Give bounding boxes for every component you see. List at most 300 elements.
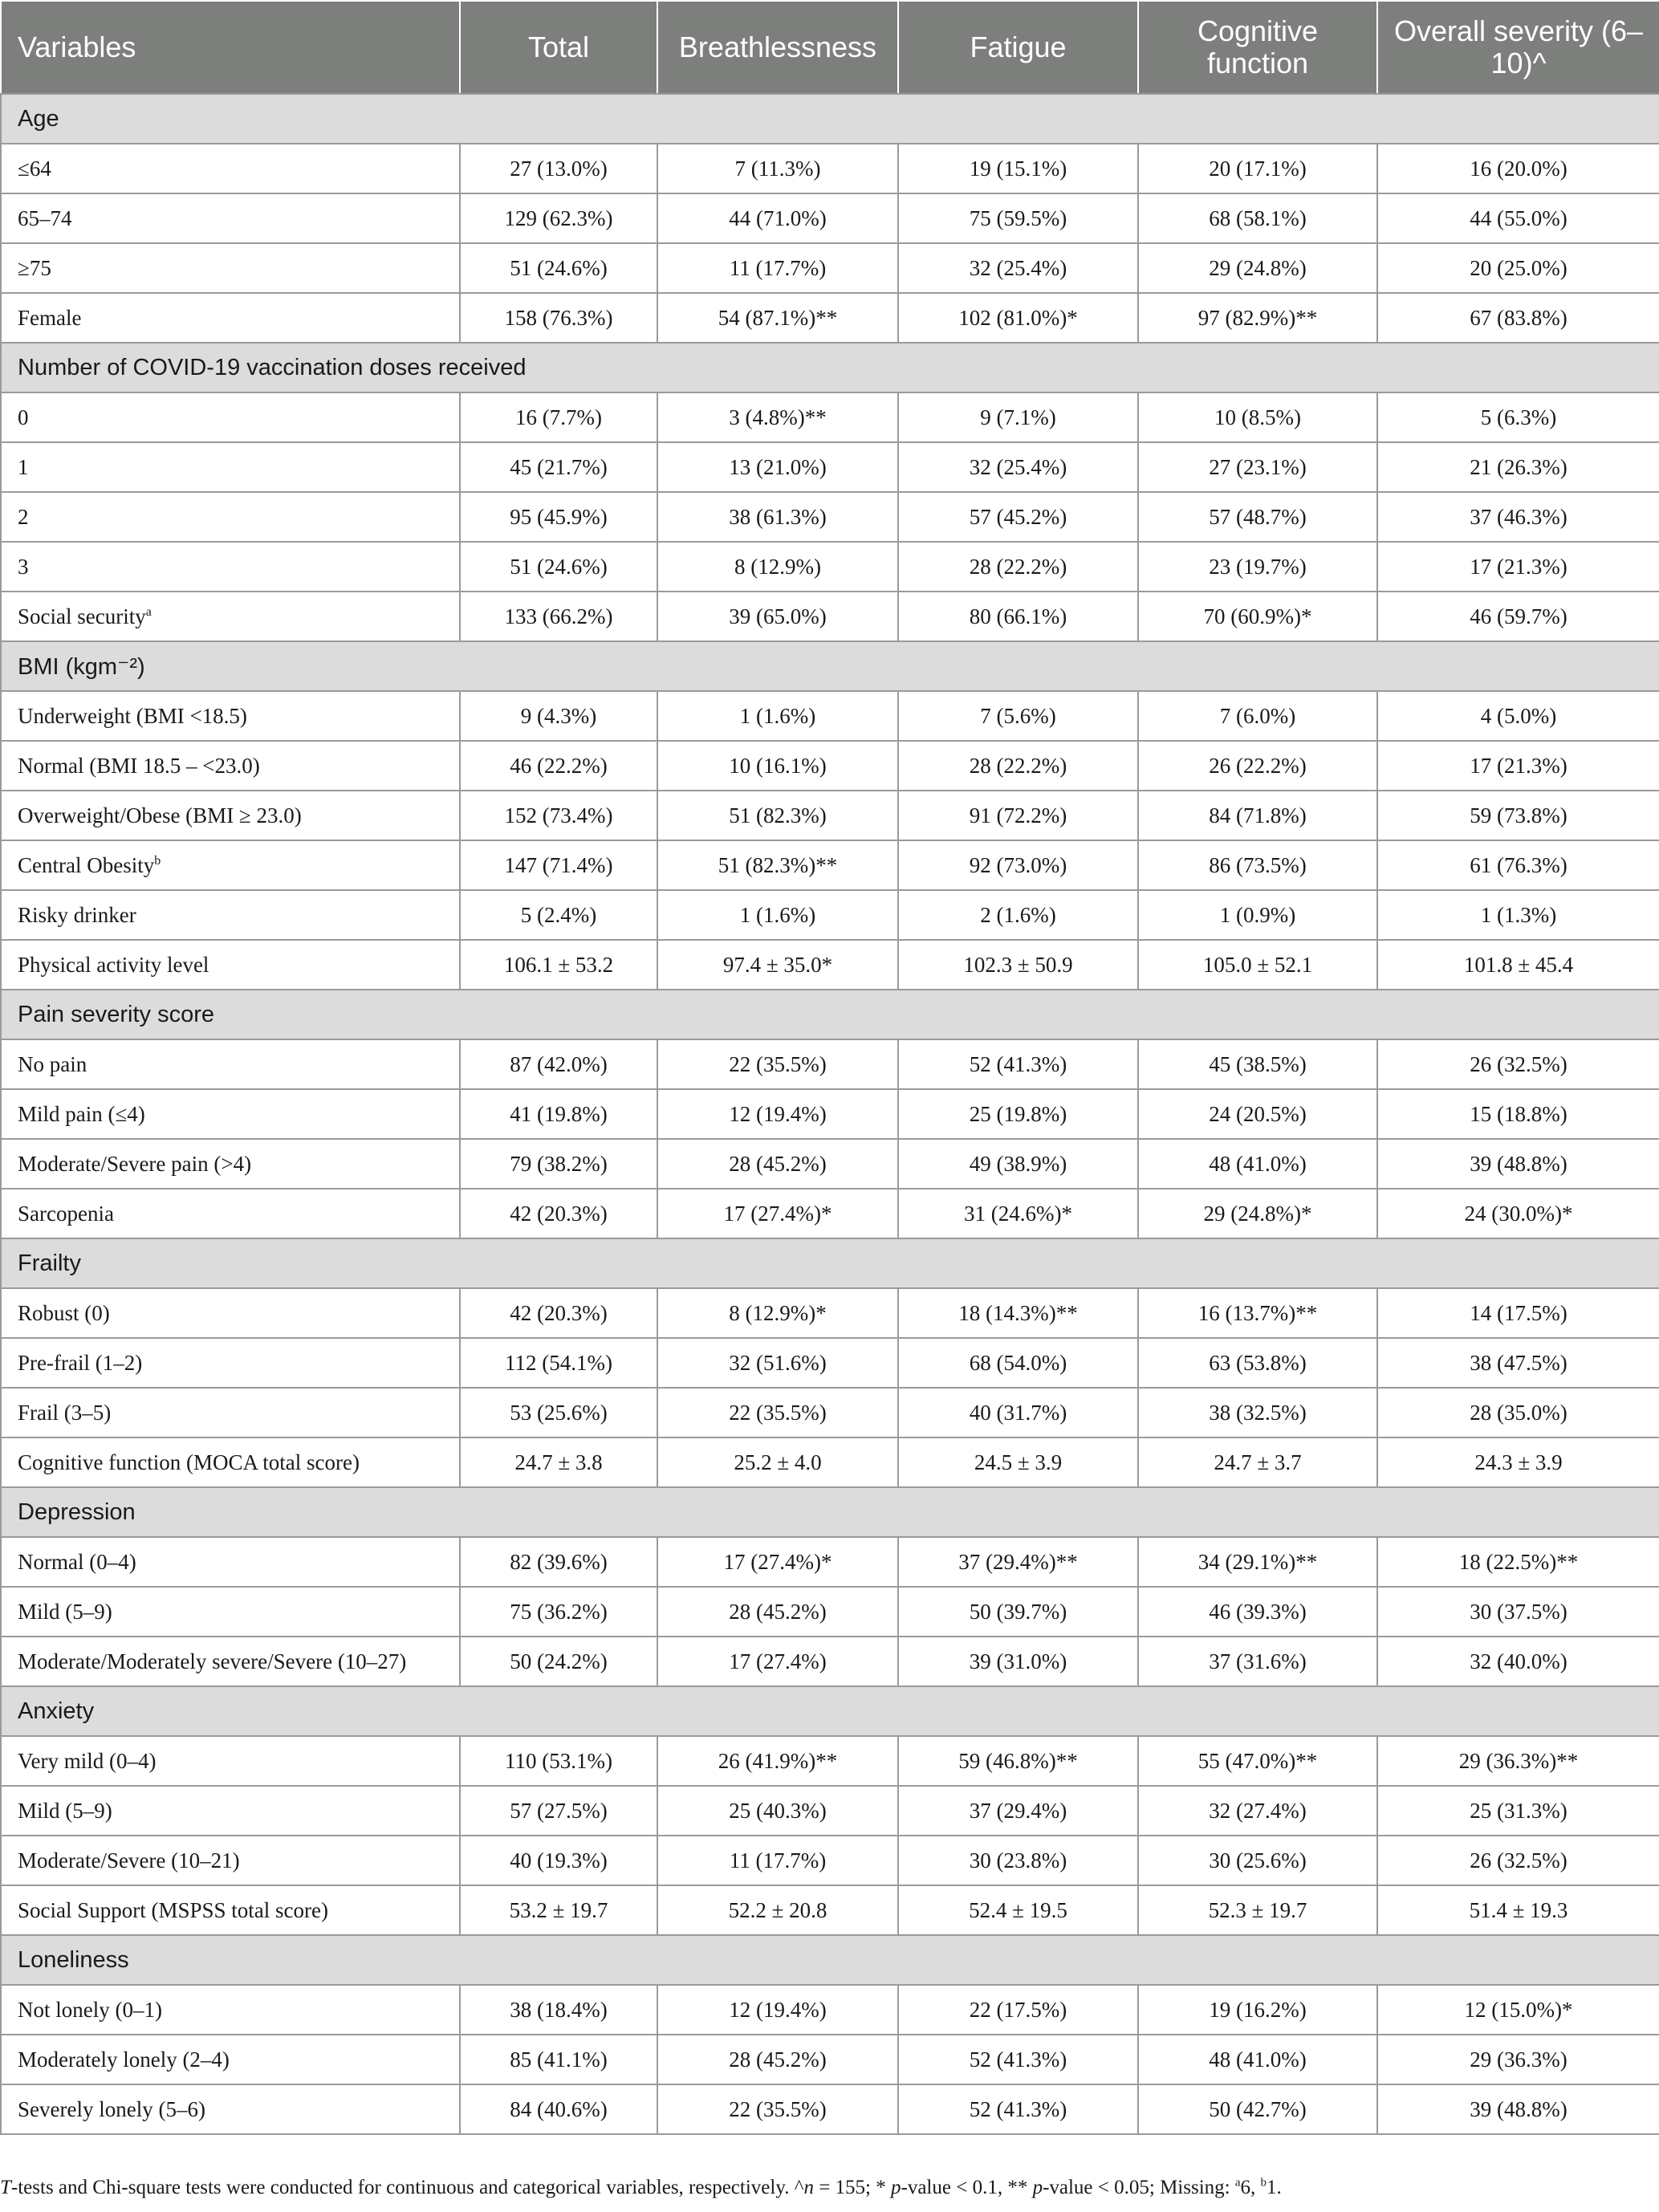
- table-cell: 85 (41.1%): [460, 2035, 657, 2084]
- row-label-cell: [1, 392, 460, 442]
- row-label: Cognitive function (MOCA total score): [18, 1450, 360, 1474]
- table-cell: 24 (30.0%)*: [1377, 1189, 1659, 1238]
- table-cell: 82 (39.6%): [460, 1537, 657, 1587]
- row-label-cell: [1, 492, 460, 542]
- table-row: [1, 293, 1659, 343]
- table-cell: 46 (39.3%): [1138, 1587, 1377, 1637]
- table-row: [1, 144, 1659, 193]
- footnote-marker: a: [145, 604, 152, 619]
- table-cell: 1 (1.6%): [657, 691, 898, 741]
- table-row: [1, 1338, 1659, 1388]
- table-cell: 46 (59.7%): [1377, 592, 1659, 641]
- table-cell: 19 (15.1%): [898, 144, 1138, 193]
- footnote-text-1: -tests and Chi-square tests were conducted for continuous and categorical variables, respectively. ^: [10, 2177, 804, 2198]
- row-label: Moderate/Moderately severe/Severe (10–27): [18, 1649, 407, 1673]
- table-row: [1, 1985, 1659, 2035]
- table-cell: 95 (45.9%): [460, 492, 657, 542]
- table-cell: 37 (29.4%): [898, 1786, 1138, 1836]
- table-cell: 152 (73.4%): [460, 791, 657, 840]
- table-cell: 32 (25.4%): [898, 243, 1138, 293]
- row-label-cell: [1, 1736, 460, 1786]
- table-row: [1, 1885, 1659, 1935]
- section-title: Age: [1, 94, 1659, 144]
- table-cell: 91 (72.2%): [898, 791, 1138, 840]
- table-cell: 48 (41.0%): [1138, 2035, 1377, 2084]
- table-cell: 3 (4.8%)**: [657, 392, 898, 442]
- table-cell: 1 (0.9%): [1138, 890, 1377, 940]
- table-cell: 17 (21.3%): [1377, 741, 1659, 791]
- table-row: [1, 1039, 1659, 1089]
- row-label-cell: [1, 1587, 460, 1637]
- table-row: [1, 1139, 1659, 1189]
- table-cell: 48 (41.0%): [1138, 1139, 1377, 1189]
- footnote-text-5: 6,: [1240, 2177, 1261, 2198]
- table-cell: 28 (22.2%): [898, 542, 1138, 592]
- table-cell: 158 (76.3%): [460, 293, 657, 343]
- table-cell: 27 (13.0%): [460, 144, 657, 193]
- row-label-cell: [1, 2035, 460, 2084]
- table-cell: 29 (36.3%)**: [1377, 1736, 1659, 1786]
- table-cell: 28 (35.0%): [1377, 1388, 1659, 1437]
- header-cognitive-function: Cognitive function: [1138, 1, 1377, 94]
- table-cell: 23 (19.7%): [1138, 542, 1377, 592]
- table-cell: 24.5 ± 3.9: [898, 1437, 1138, 1487]
- row-label: Mild (5–9): [18, 1599, 112, 1624]
- row-label: No pain: [18, 1051, 87, 1076]
- footnote-text-3: -value < 0.1, **: [901, 2177, 1033, 2198]
- table-cell: 57 (48.7%): [1138, 492, 1377, 542]
- table-row: [1, 940, 1659, 990]
- table-cell: 75 (36.2%): [460, 1587, 657, 1637]
- table-cell: 102 (81.0%)*: [898, 293, 1138, 343]
- table-cell: 19 (16.2%): [1138, 1985, 1377, 2035]
- table-cell: 50 (39.7%): [898, 1587, 1138, 1637]
- table-cell: 13 (21.0%): [657, 442, 898, 492]
- section-title: Depression: [1, 1487, 1659, 1537]
- table-cell: 26 (41.9%)**: [657, 1736, 898, 1786]
- row-label: Mild (5–9): [18, 1798, 112, 1823]
- table-cell: 52.4 ± 19.5: [898, 1885, 1138, 1935]
- row-label-cell: [1, 1885, 460, 1935]
- table-cell: 133 (66.2%): [460, 592, 657, 641]
- table-row: [1, 492, 1659, 542]
- row-label: 0: [18, 405, 29, 429]
- header-breathlessness: Breathlessness: [657, 1, 898, 94]
- table-cell: 5 (6.3%): [1377, 392, 1659, 442]
- section-title: Frailty: [1, 1238, 1659, 1288]
- table-cell: 32 (40.0%): [1377, 1637, 1659, 1686]
- table-row: [1, 392, 1659, 442]
- table-cell: 44 (71.0%): [657, 193, 898, 243]
- table-cell: 12 (19.4%): [657, 1985, 898, 2035]
- footnote-text-6: 1.: [1267, 2177, 1282, 2198]
- table-cell: 7 (5.6%): [898, 691, 1138, 741]
- table-cell: 129 (62.3%): [460, 193, 657, 243]
- table-cell: 26 (32.5%): [1377, 1039, 1659, 1089]
- row-label: Underweight (BMI <18.5): [18, 703, 247, 728]
- header-total: Total: [460, 1, 657, 94]
- table-cell: 10 (8.5%): [1138, 392, 1377, 442]
- row-label: Moderately lonely (2–4): [18, 2047, 230, 2072]
- row-label-cell: [1, 1786, 460, 1836]
- footnote-t: T: [0, 2177, 11, 2198]
- table-cell: 16 (20.0%): [1377, 144, 1659, 193]
- table-cell: 46 (22.2%): [460, 741, 657, 791]
- table-cell: 41 (19.8%): [460, 1089, 657, 1139]
- table-cell: 87 (42.0%): [460, 1039, 657, 1089]
- row-label-cell: [1, 1089, 460, 1139]
- table-row: [1, 1189, 1659, 1238]
- table-cell: 79 (38.2%): [460, 1139, 657, 1189]
- table-row: [1, 1537, 1659, 1587]
- table-cell: 40 (19.3%): [460, 1836, 657, 1885]
- table-cell: 12 (19.4%): [657, 1089, 898, 1139]
- table-cell: 31 (24.6%)*: [898, 1189, 1138, 1238]
- row-label: Physical activity level: [18, 952, 209, 977]
- row-label: Central Obesity: [18, 852, 155, 877]
- table-cell: 39 (65.0%): [657, 592, 898, 641]
- row-label: Social security: [18, 604, 146, 628]
- table-row: [1, 1836, 1659, 1885]
- table-cell: 39 (48.8%): [1377, 2084, 1659, 2134]
- row-label-cell: [1, 293, 460, 343]
- table-cell: 59 (73.8%): [1377, 791, 1659, 840]
- table-cell: 39 (48.8%): [1377, 1139, 1659, 1189]
- table-cell: 25 (19.8%): [898, 1089, 1138, 1139]
- table-cell: 40 (31.7%): [898, 1388, 1138, 1437]
- table-cell: 14 (17.5%): [1377, 1288, 1659, 1338]
- table-cell: 68 (58.1%): [1138, 193, 1377, 243]
- table-cell: 9 (4.3%): [460, 691, 657, 741]
- table-cell: 110 (53.1%): [460, 1736, 657, 1786]
- row-label: Normal (0–4): [18, 1549, 136, 1574]
- row-label: Mild pain (≤4): [18, 1101, 145, 1126]
- table-cell: 52 (41.3%): [898, 2035, 1138, 2084]
- table-cell: 20 (25.0%): [1377, 243, 1659, 293]
- header-row: [1, 1, 1659, 94]
- table-cell: 37 (46.3%): [1377, 492, 1659, 542]
- table-cell: 51 (82.3%)**: [657, 840, 898, 890]
- row-label: Normal (BMI 18.5 – <23.0): [18, 753, 260, 778]
- table-cell: 17 (27.4%)*: [657, 1189, 898, 1238]
- table-cell: 29 (24.8%)*: [1138, 1189, 1377, 1238]
- footnote-sup-b: b: [1260, 2176, 1267, 2190]
- table-body: [1, 94, 1659, 2134]
- table-cell: 29 (36.3%): [1377, 2035, 1659, 2084]
- table-cell: 2 (1.6%): [898, 890, 1138, 940]
- table-cell: 39 (31.0%): [898, 1637, 1138, 1686]
- table-cell: 5 (2.4%): [460, 890, 657, 940]
- table-row: [1, 890, 1659, 940]
- row-label: Overweight/Obese (BMI ≥ 23.0): [18, 803, 302, 827]
- table-cell: 50 (42.7%): [1138, 2084, 1377, 2134]
- table-cell: 86 (73.5%): [1138, 840, 1377, 890]
- row-label: Frail (3–5): [18, 1400, 112, 1425]
- footnote-p2: p: [1032, 2177, 1043, 2198]
- table-row: [1, 1637, 1659, 1686]
- row-label-cell: [1, 1338, 460, 1388]
- row-label-cell: [1, 193, 460, 243]
- table-cell: 52 (41.3%): [898, 1039, 1138, 1089]
- table-row: [1, 542, 1659, 592]
- footnote-n: n: [803, 2177, 814, 2198]
- row-label: Not lonely (0–1): [18, 1997, 162, 2022]
- row-label-cell: [1, 592, 460, 641]
- table-cell: 11 (17.7%): [657, 1836, 898, 1885]
- section-row: [1, 1487, 1659, 1537]
- section-title: Loneliness: [1, 1935, 1659, 1985]
- table-cell: 17 (21.3%): [1377, 542, 1659, 592]
- table-cell: 53.2 ± 19.7: [460, 1885, 657, 1935]
- table-cell: 32 (27.4%): [1138, 1786, 1377, 1836]
- table-footnote: [0, 2177, 1659, 2199]
- table-cell: 32 (51.6%): [657, 1338, 898, 1388]
- table-cell: 97.4 ± 35.0*: [657, 940, 898, 990]
- table-row: [1, 741, 1659, 791]
- table-cell: 52 (41.3%): [898, 2084, 1138, 2134]
- table-cell: 53 (25.6%): [460, 1388, 657, 1437]
- table-cell: 7 (6.0%): [1138, 691, 1377, 741]
- header-fatigue: Fatigue: [898, 1, 1138, 94]
- table-row: [1, 1089, 1659, 1139]
- table-cell: 34 (29.1%)**: [1138, 1537, 1377, 1587]
- table-cell: 57 (27.5%): [460, 1786, 657, 1836]
- row-label-cell: [1, 2084, 460, 2134]
- header-overall-severity: Overall severity (6–10)^: [1377, 1, 1659, 94]
- table-cell: 20 (17.1%): [1138, 144, 1377, 193]
- row-label: Moderate/Severe (10–21): [18, 1848, 240, 1872]
- row-label-cell: [1, 1836, 460, 1885]
- table-row: [1, 243, 1659, 293]
- row-label-cell: [1, 940, 460, 990]
- table-cell: 15 (18.8%): [1377, 1089, 1659, 1139]
- table-cell: 63 (53.8%): [1138, 1338, 1377, 1388]
- table-cell: 42 (20.3%): [460, 1288, 657, 1338]
- table-cell: 16 (7.7%): [460, 392, 657, 442]
- footnote-text-2: = 155; *: [813, 2177, 891, 2198]
- row-label: Sarcopenia: [18, 1201, 114, 1226]
- table-cell: 10 (16.1%): [657, 741, 898, 791]
- table-cell: 55 (47.0%)**: [1138, 1736, 1377, 1786]
- table-cell: 84 (40.6%): [460, 2084, 657, 2134]
- row-label-cell: [1, 1437, 460, 1487]
- table-cell: 24.7 ± 3.8: [460, 1437, 657, 1487]
- row-label-cell: [1, 1537, 460, 1587]
- table-row: [1, 592, 1659, 641]
- table-cell: 9 (7.1%): [898, 392, 1138, 442]
- section-title: BMI (kgm⁻²): [1, 641, 1659, 691]
- row-label: 3: [18, 554, 29, 579]
- row-label: Social Support (MSPSS total score): [18, 1897, 329, 1922]
- table-cell: 52.2 ± 20.8: [657, 1885, 898, 1935]
- table-cell: 7 (11.3%): [657, 144, 898, 193]
- row-label-cell: [1, 1388, 460, 1437]
- row-label-cell: [1, 144, 460, 193]
- table-cell: 50 (24.2%): [460, 1637, 657, 1686]
- table-cell: 37 (29.4%)**: [898, 1537, 1138, 1587]
- row-label-cell: [1, 442, 460, 492]
- table-cell: 24.7 ± 3.7: [1138, 1437, 1377, 1487]
- table-row: [1, 1786, 1659, 1836]
- table-row: [1, 1587, 1659, 1637]
- row-label: Moderate/Severe pain (>4): [18, 1151, 252, 1176]
- table-cell: 28 (45.2%): [657, 2035, 898, 2084]
- row-label: Severely lonely (5–6): [18, 2096, 205, 2121]
- table-cell: 4 (5.0%): [1377, 691, 1659, 741]
- table-cell: 51 (24.6%): [460, 542, 657, 592]
- row-label-cell: [1, 542, 460, 592]
- table-cell: 45 (21.7%): [460, 442, 657, 492]
- table-cell: 105.0 ± 52.1: [1138, 940, 1377, 990]
- table-cell: 8 (12.9%)*: [657, 1288, 898, 1338]
- row-label-cell: [1, 1637, 460, 1686]
- table-cell: 17 (27.4%): [657, 1637, 898, 1686]
- table-cell: 29 (24.8%): [1138, 243, 1377, 293]
- table-cell: 30 (25.6%): [1138, 1836, 1377, 1885]
- table-cell: 30 (37.5%): [1377, 1587, 1659, 1637]
- row-label-cell: [1, 1189, 460, 1238]
- table-cell: 25 (40.3%): [657, 1786, 898, 1836]
- table-cell: 106.1 ± 53.2: [460, 940, 657, 990]
- footnote-sup-a: a: [1234, 2176, 1241, 2190]
- table-cell: 44 (55.0%): [1377, 193, 1659, 243]
- table-cell: 70 (60.9%)*: [1138, 592, 1377, 641]
- row-label-cell: [1, 691, 460, 741]
- table-row: [1, 193, 1659, 243]
- row-label: Very mild (0–4): [18, 1748, 157, 1773]
- table-cell: 147 (71.4%): [460, 840, 657, 890]
- table-cell: 51 (24.6%): [460, 243, 657, 293]
- row-label: Robust (0): [18, 1300, 110, 1325]
- table-row: [1, 1437, 1659, 1487]
- table-cell: 22 (35.5%): [657, 1388, 898, 1437]
- table-cell: 18 (14.3%)**: [898, 1288, 1138, 1338]
- table-row: [1, 1736, 1659, 1786]
- section-row: [1, 1686, 1659, 1736]
- table-cell: 24 (20.5%): [1138, 1089, 1377, 1139]
- table-cell: 101.8 ± 45.4: [1377, 940, 1659, 990]
- table-cell: 32 (25.4%): [898, 442, 1138, 492]
- row-label: 1: [18, 454, 29, 479]
- table-cell: 21 (26.3%): [1377, 442, 1659, 492]
- table-cell: 57 (45.2%): [898, 492, 1138, 542]
- table-cell: 26 (22.2%): [1138, 741, 1377, 791]
- footnote-marker: b: [154, 853, 161, 868]
- table-cell: 25 (31.3%): [1377, 1786, 1659, 1836]
- table-cell: 37 (31.6%): [1138, 1637, 1377, 1686]
- table-cell: 17 (27.4%)*: [657, 1537, 898, 1587]
- table-cell: 102.3 ± 50.9: [898, 940, 1138, 990]
- table-row: [1, 1388, 1659, 1437]
- row-label: 2: [18, 504, 29, 529]
- table-cell: 84 (71.8%): [1138, 791, 1377, 840]
- table-cell: 22 (35.5%): [657, 2084, 898, 2134]
- row-label: ≤64: [18, 156, 51, 181]
- section-row: [1, 1238, 1659, 1288]
- table-cell: 45 (38.5%): [1138, 1039, 1377, 1089]
- table-cell: 112 (54.1%): [460, 1338, 657, 1388]
- section-row: [1, 990, 1659, 1039]
- table-cell: 24.3 ± 3.9: [1377, 1437, 1659, 1487]
- row-label: Pre-frail (1–2): [18, 1350, 143, 1375]
- table-cell: 97 (82.9%)**: [1138, 293, 1377, 343]
- header-variables: Variables: [1, 1, 460, 94]
- section-row: [1, 343, 1659, 392]
- table-cell: 18 (22.5%)**: [1377, 1537, 1659, 1587]
- table-row: [1, 840, 1659, 890]
- section-row: [1, 641, 1659, 691]
- row-label-cell: [1, 1139, 460, 1189]
- row-label-cell: [1, 1288, 460, 1338]
- row-label-cell: [1, 1985, 460, 2035]
- table-row: [1, 1288, 1659, 1338]
- table-cell: 26 (32.5%): [1377, 1836, 1659, 1885]
- row-label: Risky drinker: [18, 902, 136, 927]
- table-cell: 22 (17.5%): [898, 1985, 1138, 2035]
- row-label: ≥75: [18, 255, 51, 280]
- row-label-cell: [1, 791, 460, 840]
- table-cell: 38 (47.5%): [1377, 1338, 1659, 1388]
- table-cell: 8 (12.9%): [657, 542, 898, 592]
- table-row: [1, 2084, 1659, 2134]
- table-cell: 67 (83.8%): [1377, 293, 1659, 343]
- section-title: Pain severity score: [1, 990, 1659, 1039]
- row-label-cell: [1, 243, 460, 293]
- table-cell: 38 (32.5%): [1138, 1388, 1377, 1437]
- table-cell: 27 (23.1%): [1138, 442, 1377, 492]
- row-label-cell: [1, 890, 460, 940]
- footnote-text-4: -value < 0.05; Missing:: [1043, 2177, 1235, 2198]
- table-cell: 51 (82.3%): [657, 791, 898, 840]
- section-row: [1, 1935, 1659, 1985]
- table-cell: 59 (46.8%)**: [898, 1736, 1138, 1786]
- table-cell: 1 (1.3%): [1377, 890, 1659, 940]
- section-title: Anxiety: [1, 1686, 1659, 1736]
- table-cell: 54 (87.1%)**: [657, 293, 898, 343]
- table-cell: 61 (76.3%): [1377, 840, 1659, 890]
- table-cell: 1 (1.6%): [657, 890, 898, 940]
- table-cell: 11 (17.7%): [657, 243, 898, 293]
- table-cell: 80 (66.1%): [898, 592, 1138, 641]
- table-cell: 68 (54.0%): [898, 1338, 1138, 1388]
- table-cell: 49 (38.9%): [898, 1139, 1138, 1189]
- row-label: Female: [18, 305, 82, 330]
- table-row: [1, 2035, 1659, 2084]
- row-label-cell: [1, 741, 460, 791]
- table-cell: 12 (15.0%)*: [1377, 1985, 1659, 2035]
- table-cell: 51.4 ± 19.3: [1377, 1885, 1659, 1935]
- table-cell: 25.2 ± 4.0: [657, 1437, 898, 1487]
- table-row: [1, 691, 1659, 741]
- footnote-p1: p: [891, 2177, 901, 2198]
- section-row: [1, 94, 1659, 144]
- section-title: Number of COVID-19 vaccination doses received: [1, 343, 1659, 392]
- table-cell: 28 (45.2%): [657, 1139, 898, 1189]
- table-cell: 52.3 ± 19.7: [1138, 1885, 1377, 1935]
- table-cell: 30 (23.8%): [898, 1836, 1138, 1885]
- table-row: [1, 442, 1659, 492]
- table-cell: 22 (35.5%): [657, 1039, 898, 1089]
- row-label-cell: [1, 840, 460, 890]
- table-cell: 38 (61.3%): [657, 492, 898, 542]
- row-label: 65–74: [18, 205, 72, 230]
- table-row: [1, 791, 1659, 840]
- table-cell: 28 (22.2%): [898, 741, 1138, 791]
- table-cell: 75 (59.5%): [898, 193, 1138, 243]
- row-label-cell: [1, 1039, 460, 1089]
- table-cell: 16 (13.7%)**: [1138, 1288, 1377, 1338]
- table-cell: 92 (73.0%): [898, 840, 1138, 890]
